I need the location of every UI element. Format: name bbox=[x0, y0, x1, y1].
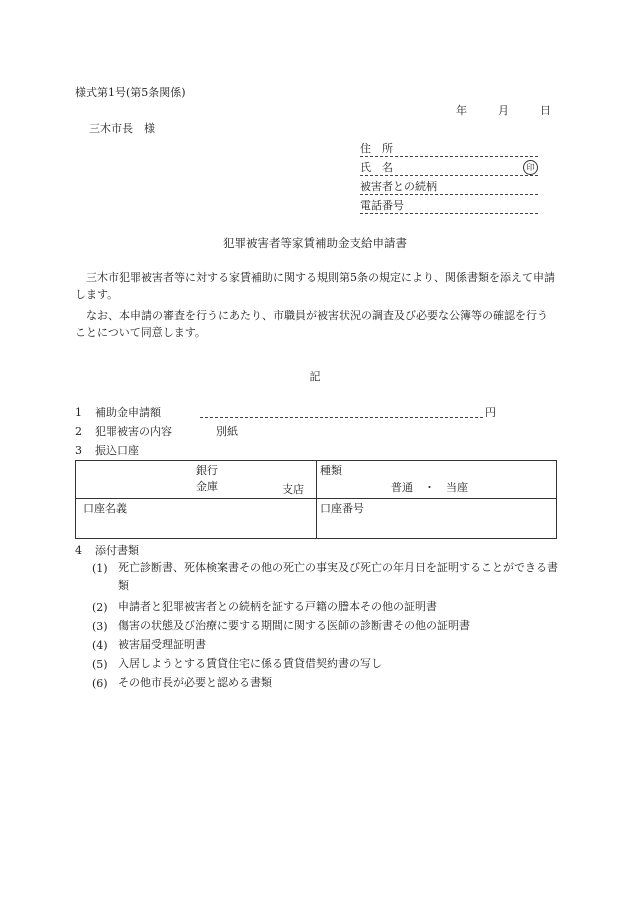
name-field[interactable] bbox=[360, 161, 538, 176]
account-holder-cell[interactable] bbox=[76, 499, 317, 539]
item-1-number: 1 bbox=[75, 406, 82, 419]
item-2-number: 2 bbox=[75, 425, 82, 438]
account-number-label: 口座番号 bbox=[320, 502, 364, 515]
date-year: 年 bbox=[456, 104, 467, 117]
item-3-number: 3 bbox=[75, 444, 82, 457]
attachment-6-text: その他市長が必要と認める書類 bbox=[118, 676, 272, 689]
attachment-2-text: 申請者と犯罪被害者との続柄を証する戸籍の謄本その他の証明書 bbox=[118, 600, 437, 613]
item-4-label: 添付書類 bbox=[95, 544, 139, 557]
attachment-6-number: (6) bbox=[92, 677, 108, 690]
paragraph-consent: なお、本申請の審査を行うにあたり、市職員が被害状況の調査及び必要な公簿等の確認を行うことについて同意します。 bbox=[75, 309, 548, 339]
form-number: 様式第1号(第5条関係) bbox=[75, 86, 186, 99]
type-label: 種類 bbox=[320, 464, 342, 477]
item-4-number: 4 bbox=[75, 544, 82, 557]
attachment-4-text: 被害届受理証明書 bbox=[118, 638, 206, 651]
item-2-label: 犯罪被害の内容 bbox=[95, 425, 172, 438]
date-day: 日 bbox=[540, 104, 551, 117]
account-type-cell[interactable] bbox=[317, 461, 557, 499]
attachment-2-number: (2) bbox=[92, 601, 108, 614]
attachment-4-number: (4) bbox=[92, 639, 108, 652]
item-3-label: 振込口座 bbox=[95, 444, 139, 457]
seal-mark: 印 bbox=[523, 160, 538, 175]
addressee: 三木市長 様 bbox=[89, 122, 155, 135]
relationship-label: 被害者との続柄 bbox=[360, 180, 437, 193]
bank-name-cell[interactable] bbox=[76, 461, 317, 499]
relationship-field[interactable] bbox=[360, 180, 538, 195]
attachment-3-text: 傷害の状態及び治療に要する期間に関する医師の診断書その他の証明書 bbox=[118, 619, 470, 632]
account-number-cell[interactable] bbox=[317, 499, 557, 539]
address-field[interactable] bbox=[360, 142, 538, 157]
attachment-3-number: (3) bbox=[92, 620, 108, 633]
date-line bbox=[456, 104, 551, 118]
document-title: 犯罪被害者等家賃補助金支給申請書 bbox=[223, 236, 407, 250]
bank-label: 銀行 bbox=[196, 464, 218, 477]
kinko-label: 金庫 bbox=[196, 480, 218, 493]
attachment-5-text: 入居しようとする賃貸住宅に係る賃貸借契約書の写し bbox=[118, 657, 382, 670]
amount-unit: 円 bbox=[485, 406, 496, 419]
name-label: 氏 名 bbox=[360, 161, 393, 174]
ki-heading: 記 bbox=[309, 370, 321, 383]
type-options: 普通 ・ 当座 bbox=[391, 481, 468, 494]
attachment-5-number: (5) bbox=[92, 658, 108, 671]
paragraph-application: 三木市犯罪被害者等に対する家賃補助に関する規則第5条の規定により、関係書類を添えて申請します。 bbox=[75, 271, 555, 301]
item-1-label: 補助金申請額 bbox=[95, 406, 161, 419]
attachment-1-number: (1) bbox=[92, 562, 108, 575]
address-label: 住 所 bbox=[360, 142, 393, 155]
bank-account-table bbox=[75, 460, 557, 539]
branch-label: 支店 bbox=[282, 483, 304, 496]
phone-field[interactable] bbox=[360, 199, 538, 214]
item-2-value: 別紙 bbox=[216, 425, 238, 438]
holder-label: 口座名義 bbox=[83, 502, 127, 515]
attachment-1-text: 死亡診断書、死体検案書その他の死亡の事実及び死亡の年月日を証明することができる書類 bbox=[118, 561, 558, 592]
phone-label: 電話番号 bbox=[360, 199, 404, 212]
date-month: 月 bbox=[498, 104, 509, 117]
amount-input-line[interactable] bbox=[200, 417, 483, 418]
